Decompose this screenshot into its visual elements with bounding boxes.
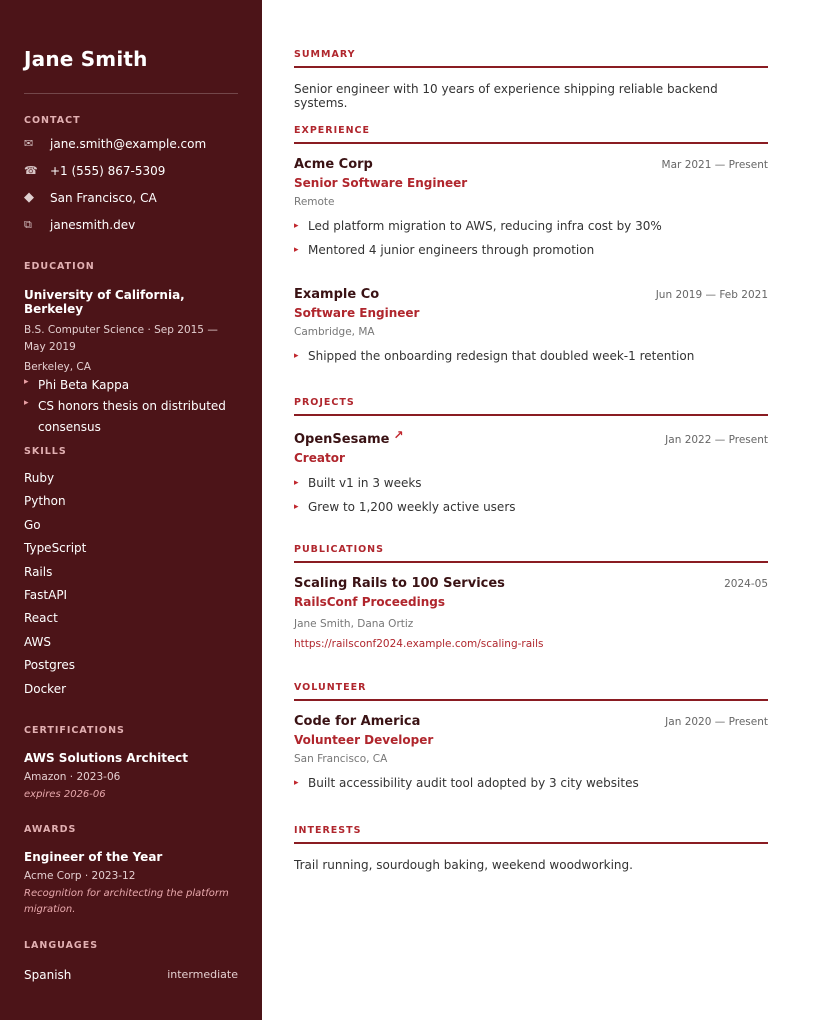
project-bullets: [294, 471, 768, 519]
interests-text: Trail running, sourdough baking, weekend woodworking.: [294, 858, 633, 872]
location-icon: ◆: [24, 190, 34, 205]
education-heading: EDUCATION: [24, 261, 95, 272]
education-highlight: ▸ CS honors thesis on distributed consensus: [24, 396, 238, 438]
job-bullet: ▸ Shipped the onboarding redesign that doubled week-1 retention: [294, 344, 768, 368]
award-name: Engineer of the Year: [24, 850, 163, 864]
project-bullet: ▸ Grew to 1,200 weekly active users: [294, 495, 768, 519]
skills-section: [24, 446, 238, 701]
award-description: Recognition for architecting the platform migration.: [24, 888, 229, 915]
name-divider: [24, 93, 238, 94]
job-bullets: [294, 214, 768, 262]
email-text: jane.smith@example.com: [50, 136, 207, 151]
skills-heading: SKILLS: [24, 446, 67, 457]
website-text: janesmith.dev: [50, 217, 136, 232]
skill-item: Postgres: [24, 658, 76, 673]
project-entry: [294, 428, 768, 519]
skill-item: React: [24, 611, 58, 626]
contact-phone[interactable]: [24, 157, 238, 184]
project-bullet: ▸ Built v1 in 3 weeks: [294, 471, 768, 495]
language-level: intermediate: [167, 968, 238, 981]
interests-heading: INTERESTS: [294, 825, 768, 844]
education-location: Berkeley, CA: [24, 360, 91, 373]
job-role: Software Engineer: [294, 306, 420, 320]
publication-authors: Jane Smith, Dana Ortiz: [294, 618, 414, 630]
certification-meta: Amazon · 2023-06: [24, 771, 121, 783]
experience-entry: [294, 157, 768, 262]
publication-link[interactable]: https://railsconf2024.example.com/scaling-rails: [294, 638, 544, 650]
sidebar: [0, 0, 262, 1020]
job-bullet: ▸ Mentored 4 junior engineers through promotion: [294, 238, 768, 262]
contact-heading: CONTACT: [24, 115, 81, 126]
job-bullets: [294, 344, 768, 368]
skill-item: Docker: [24, 681, 67, 696]
phone-icon: ☎: [24, 164, 38, 177]
education-highlight: ▸ Phi Beta Kappa: [24, 375, 238, 396]
publication-date: 2024-05: [724, 578, 768, 590]
volunteer-role: Volunteer Developer: [294, 733, 434, 747]
link-icon: ⧉: [24, 217, 32, 231]
contact-email[interactable]: [24, 130, 238, 157]
external-link-icon[interactable]: ↗: [393, 428, 404, 442]
volunteer-location: San Francisco, CA: [294, 753, 388, 765]
contact-location: [24, 184, 238, 211]
job-location: Cambridge, MA: [294, 326, 375, 338]
skill-item: FastAPI: [24, 587, 68, 602]
job-role: Senior Software Engineer: [294, 176, 468, 190]
skill-item: Go: [24, 517, 41, 532]
summary-heading: SUMMARY: [294, 49, 768, 68]
experience-heading: EXPERIENCE: [294, 125, 768, 144]
contact-section: [24, 115, 238, 238]
volunteer-heading: VOLUNTEER: [294, 682, 768, 701]
skill-item: AWS: [24, 634, 52, 649]
skill-item: TypeScript: [24, 541, 87, 556]
project-dates: Jan 2022 — Present: [665, 434, 768, 446]
certification-name: AWS Solutions Architect: [24, 751, 189, 765]
education-school: University of California, Berkeley: [24, 288, 185, 316]
languages-heading: LANGUAGES: [24, 940, 99, 951]
certifications-heading: CERTIFICATIONS: [24, 725, 125, 736]
award-meta: Acme Corp · 2023-12: [24, 870, 136, 882]
skill-item: Rails: [24, 564, 53, 579]
awards-section: [24, 824, 238, 918]
summary-text: Senior engineer with 10 years of experience shipping reliable backend systems.: [294, 82, 718, 110]
job-bullet: ▸ Led platform migration to AWS, reducing infra cost by 30%: [294, 214, 768, 238]
volunteer-org: Code for America: [294, 714, 421, 729]
candidate-name: Jane Smith: [24, 47, 148, 71]
certifications-section: [24, 725, 238, 803]
publications-heading: PUBLICATIONS: [294, 544, 768, 563]
awards-heading: AWARDS: [24, 824, 77, 835]
publication-entry: [294, 576, 768, 650]
phone-text: +1 (555) 867-5309: [50, 163, 166, 178]
job-location: Remote: [294, 196, 335, 208]
projects-heading: PROJECTS: [294, 397, 768, 416]
skill-item: Python: [24, 494, 66, 509]
location-text: San Francisco, CA: [50, 190, 157, 205]
language-name: Spanish: [24, 968, 72, 982]
publication-title: Scaling Rails to 100 Services: [294, 576, 505, 591]
project-role: Creator: [294, 451, 345, 465]
certification-expiry: expires 2026-06: [24, 789, 106, 800]
publication-venue: RailsConf Proceedings: [294, 595, 446, 609]
volunteer-bullets: [294, 771, 768, 795]
job-dates: Mar 2021 — Present: [661, 159, 768, 171]
project-title[interactable]: [294, 428, 404, 447]
skill-item: Ruby: [24, 471, 55, 485]
contact-website[interactable]: [24, 211, 238, 238]
education-section: [24, 261, 238, 438]
experience-entry: [294, 287, 768, 368]
company-name: Example Co: [294, 287, 380, 302]
education-degree-dates: B.S. Computer Science · Sep 2015 — May 2019: [24, 324, 218, 353]
languages-section: [24, 940, 238, 982]
project-name: OpenSesame: [294, 432, 390, 447]
mail-icon: ✉: [24, 137, 34, 150]
volunteer-bullet: ▸ Built accessibility audit tool adopted by 3 city websites: [294, 771, 768, 795]
language-row: [24, 968, 238, 982]
volunteer-dates: Jan 2020 — Present: [665, 716, 768, 728]
volunteer-entry: [294, 714, 768, 795]
job-dates: Jun 2019 — Feb 2021: [655, 289, 768, 301]
education-highlights: [24, 375, 238, 438]
company-name: Acme Corp: [294, 157, 373, 172]
